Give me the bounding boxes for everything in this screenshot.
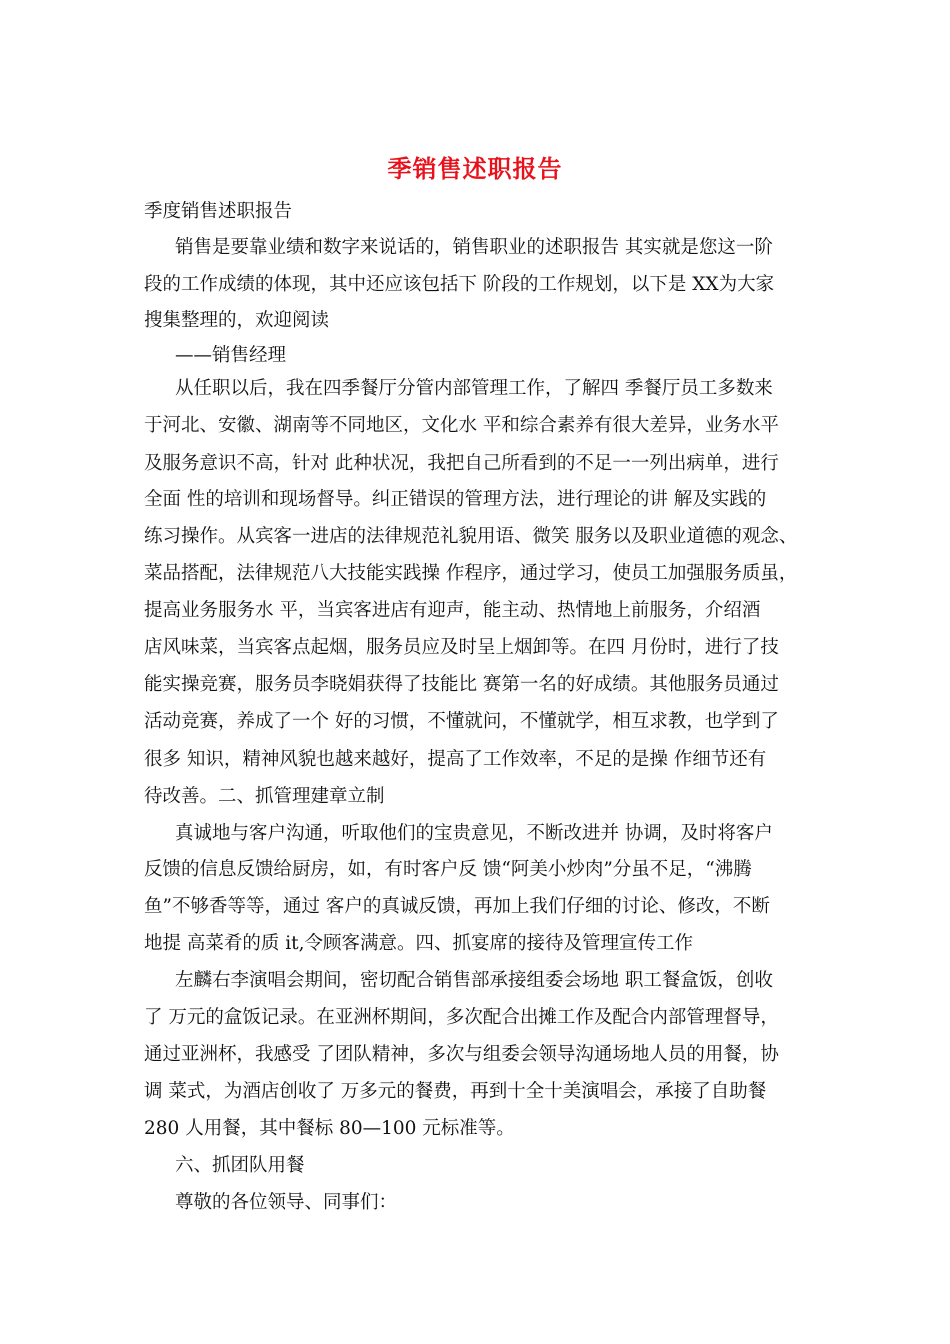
text-line: 从任职以后，我在四季餐厅分管内部管理工作，了解四 季餐厅员工多数来 — [175, 378, 773, 399]
text-line: 搜集整理的，欢迎阅读 — [144, 310, 330, 331]
text-line: 六、抓团队用餐 — [175, 1155, 305, 1176]
text-line: 菜品搭配，法律规范八大技能实践操 作程序，通过学习，使员工加强服务质虽， — [144, 563, 798, 584]
text-line: 待改善。二、抓管理建章立制 — [144, 786, 385, 807]
text-line: 全面 性的培训和现场督导。纠正错误的管理方法，进行理论的讲 解及实践的 — [144, 489, 767, 510]
text-line: 店风味菜，当宾客点起烟，服务员应及时呈上烟卸等。在四 月份时，进行了技 — [144, 637, 779, 658]
text-line: 反馈的信息反馈给厨房，如，有时客户反 馈“阿美小炒肉”分虽不足，“沸腾 — [144, 859, 752, 880]
text-line: 通过亚洲杯，我感受 了团队精神，多次与组委会领导沟通场地人员的用餐，协 — [144, 1044, 779, 1065]
text-line: 地提 高菜肴的质 it,令顾客满意。四、抓宴席的接待及管理宣传工作 — [144, 933, 693, 954]
text-line: 能实操竞赛，服务员李晓娟获得了技能比 赛第一名的好成绩。其他服务员通过 — [144, 674, 779, 695]
text-line: 活动竞赛，养成了一个 好的习惯，不懂就问，不懂就学，相互求教，也学到了 — [144, 711, 779, 732]
text-line: 提高业务服务水 平，当宾客进店有迎声，能主动、热情地上前服务，介绍酒 — [144, 600, 761, 621]
text-line: 段的工作成绩的体现，其中还应该包括下 阶段的工作规划，以下是 XX为大家 — [144, 274, 775, 295]
text-line: 了 万元的盒饭记录。在亚洲杯期间，多次配合出摊工作及配合内部管理督导， — [144, 1007, 779, 1028]
document-title: 季销售述职报告 — [387, 154, 563, 183]
text-line: ——销售经理 — [175, 345, 287, 366]
text-line: 很多 知识，精神风貌也越来越好，提高了工作效率，不足的是操 作细节还有 — [144, 749, 767, 770]
text-line: 真诚地与客户沟通，听取他们的宝贵意见，不断改进并 协调，及时将客户 — [175, 823, 773, 844]
text-line: 销售是要靠业绩和数字来说话的，销售职业的述职报告 其实就是您这一阶 — [175, 237, 773, 258]
text-line: 鱼”不够香等等，通过 客户的真诚反馈，再加上我们仔细的讨论、修改，不断 — [144, 896, 770, 917]
text-line: 于河北、安徽、湖南等不同地区，文化水 平和综合素养有很大差异，业务水平 — [144, 415, 779, 436]
text-line: 及服务意识不高，针对 此种状况，我把自己所看到的不足一一列出病单，进行 — [144, 453, 779, 474]
text-line: 调 菜式，为酒店创收了 万多元的餐费，再到十全十美演唱会，承接了自助餐 — [144, 1081, 767, 1102]
text-line: 季度销售述职报告 — [144, 201, 293, 222]
text-line: 280 人用餐，其中餐标 80—100 元标准等。 — [144, 1118, 515, 1139]
text-line: 左麟右李演唱会期间，密切配合销售部承接组委会场地 职工餐盒饭，创收 — [175, 970, 773, 991]
text-line: 练习操作。从宾客一进店的法律规范礼貌用语、微笑 服务以及职业道德的观念、 — [144, 526, 798, 547]
text-line: 尊敬的各位领导、同事们： — [175, 1192, 398, 1213]
